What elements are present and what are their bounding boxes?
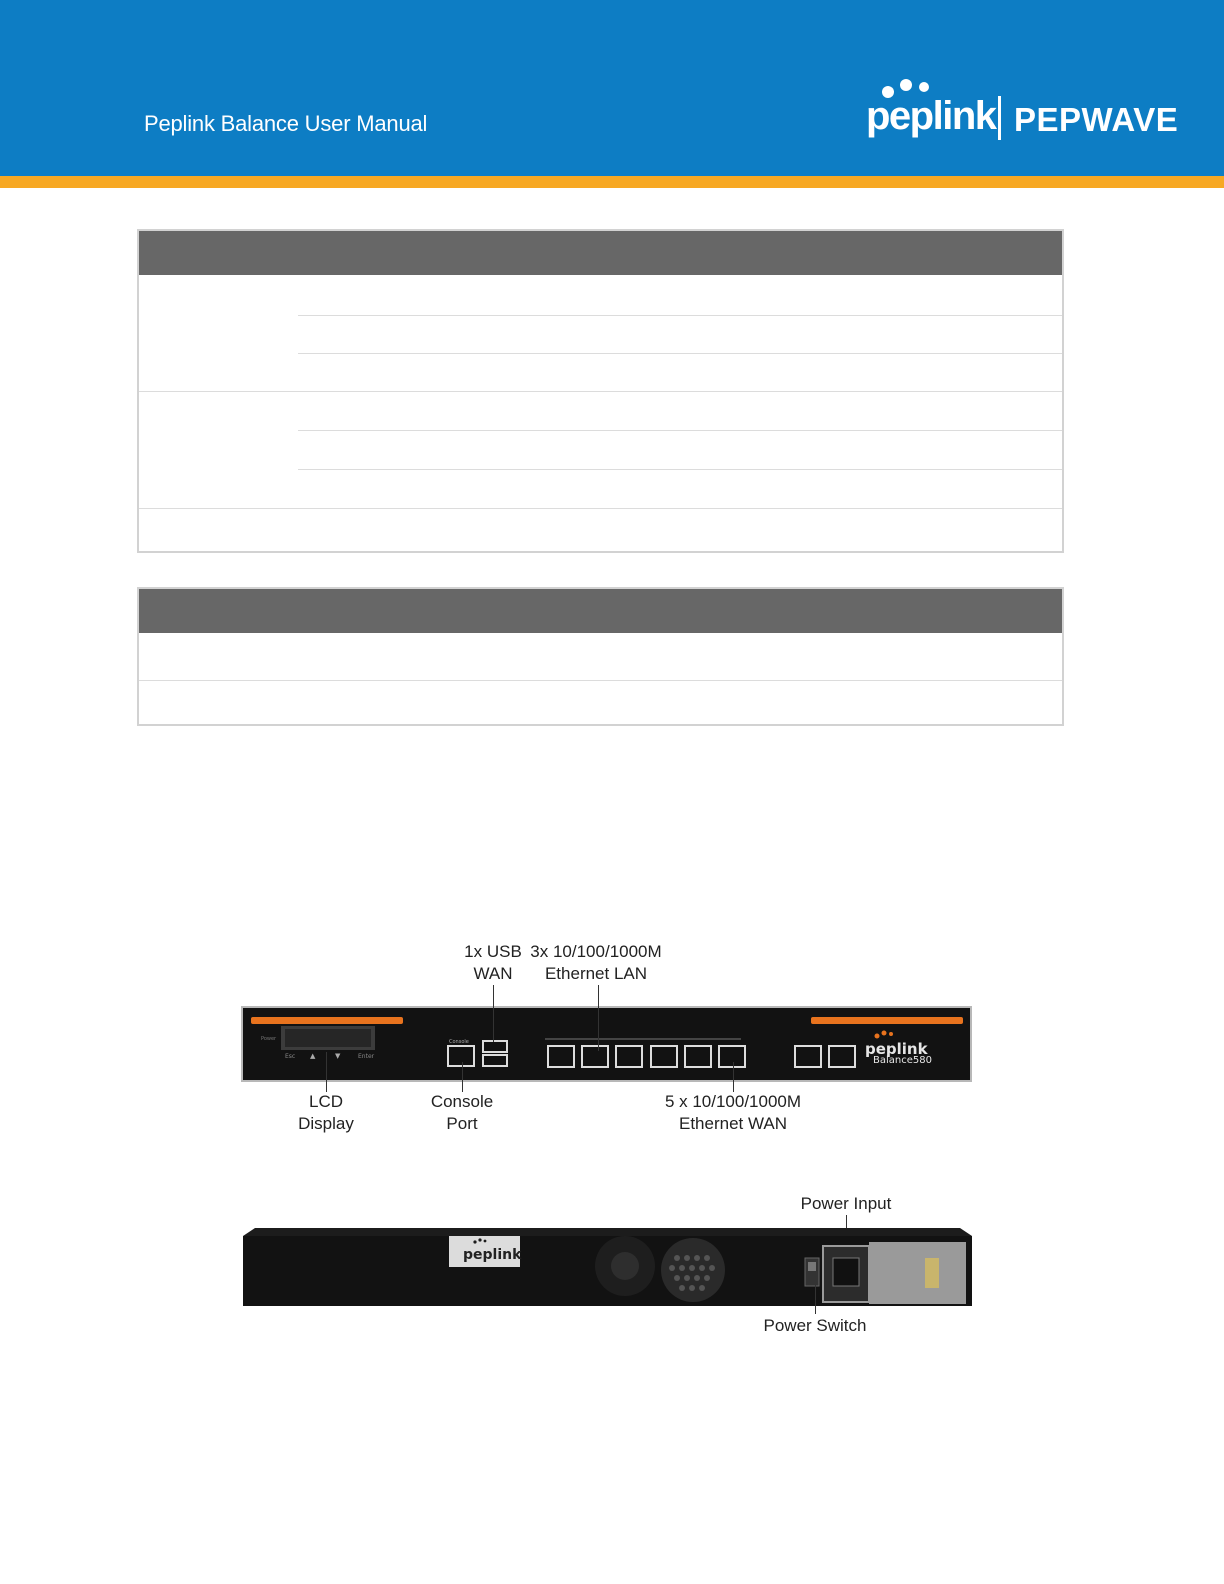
power-switch-label: Power Switch (763, 1316, 867, 1335)
usb-wan-label: 1x USB WAN (464, 942, 522, 983)
usb-wan-leader-line (493, 985, 494, 1042)
spec-table-1 (137, 229, 1064, 553)
front-panel-device (241, 1006, 972, 1082)
table-row-divider (139, 680, 1062, 681)
svg-text:Esc: Esc (285, 1053, 296, 1060)
device-model-text: Balance580 (873, 1055, 932, 1066)
lcd-leader-line (326, 1052, 327, 1092)
ethernet-wan-leader-line (733, 1062, 734, 1092)
rear-brand-badge: peplink (463, 1247, 522, 1263)
ethernet-lan-leader-line (598, 985, 599, 1051)
ethernet-wan-label: 5 x 10/100/1000M Ethernet WAN (664, 1092, 802, 1133)
ethernet-lan-label: 3x 10/100/1000M Ethernet LAN (530, 942, 662, 983)
power-input-label: Power Input (800, 1194, 892, 1213)
rear-panel-device (241, 1218, 974, 1308)
pepwave-logo: PEPWAVE (1014, 101, 1179, 138)
table-row-divider (298, 353, 1062, 354)
spec-table-2 (137, 587, 1064, 726)
power-switch-leader-line (815, 1276, 816, 1314)
svg-text:Enter: Enter (358, 1053, 375, 1060)
peplink-logo: peplink (866, 94, 996, 138)
svg-text:▲: ▲ (310, 1052, 316, 1060)
table-row-divider (298, 430, 1062, 431)
svg-text:▼: ▼ (335, 1052, 341, 1060)
device-brand-text: peplink (865, 1040, 928, 1058)
header-accent-stripe (0, 176, 1224, 188)
page-header (0, 0, 1224, 176)
logo-divider (998, 96, 1001, 140)
lcd-display-label: LCD Display (298, 1092, 354, 1133)
table-row-divider (139, 391, 1062, 392)
svg-text:Console: Console (449, 1039, 469, 1045)
console-port-label: Console Port (430, 1092, 494, 1133)
document-title: Peplink Balance User Manual (144, 111, 428, 136)
table-row-divider (298, 469, 1062, 470)
console-leader-line (462, 1062, 463, 1092)
table-row-divider (298, 315, 1062, 316)
svg-text:Power: Power (261, 1036, 277, 1042)
spec-table-header (139, 231, 1062, 275)
spec-table-header (139, 589, 1062, 633)
table-row-divider (139, 508, 1062, 509)
